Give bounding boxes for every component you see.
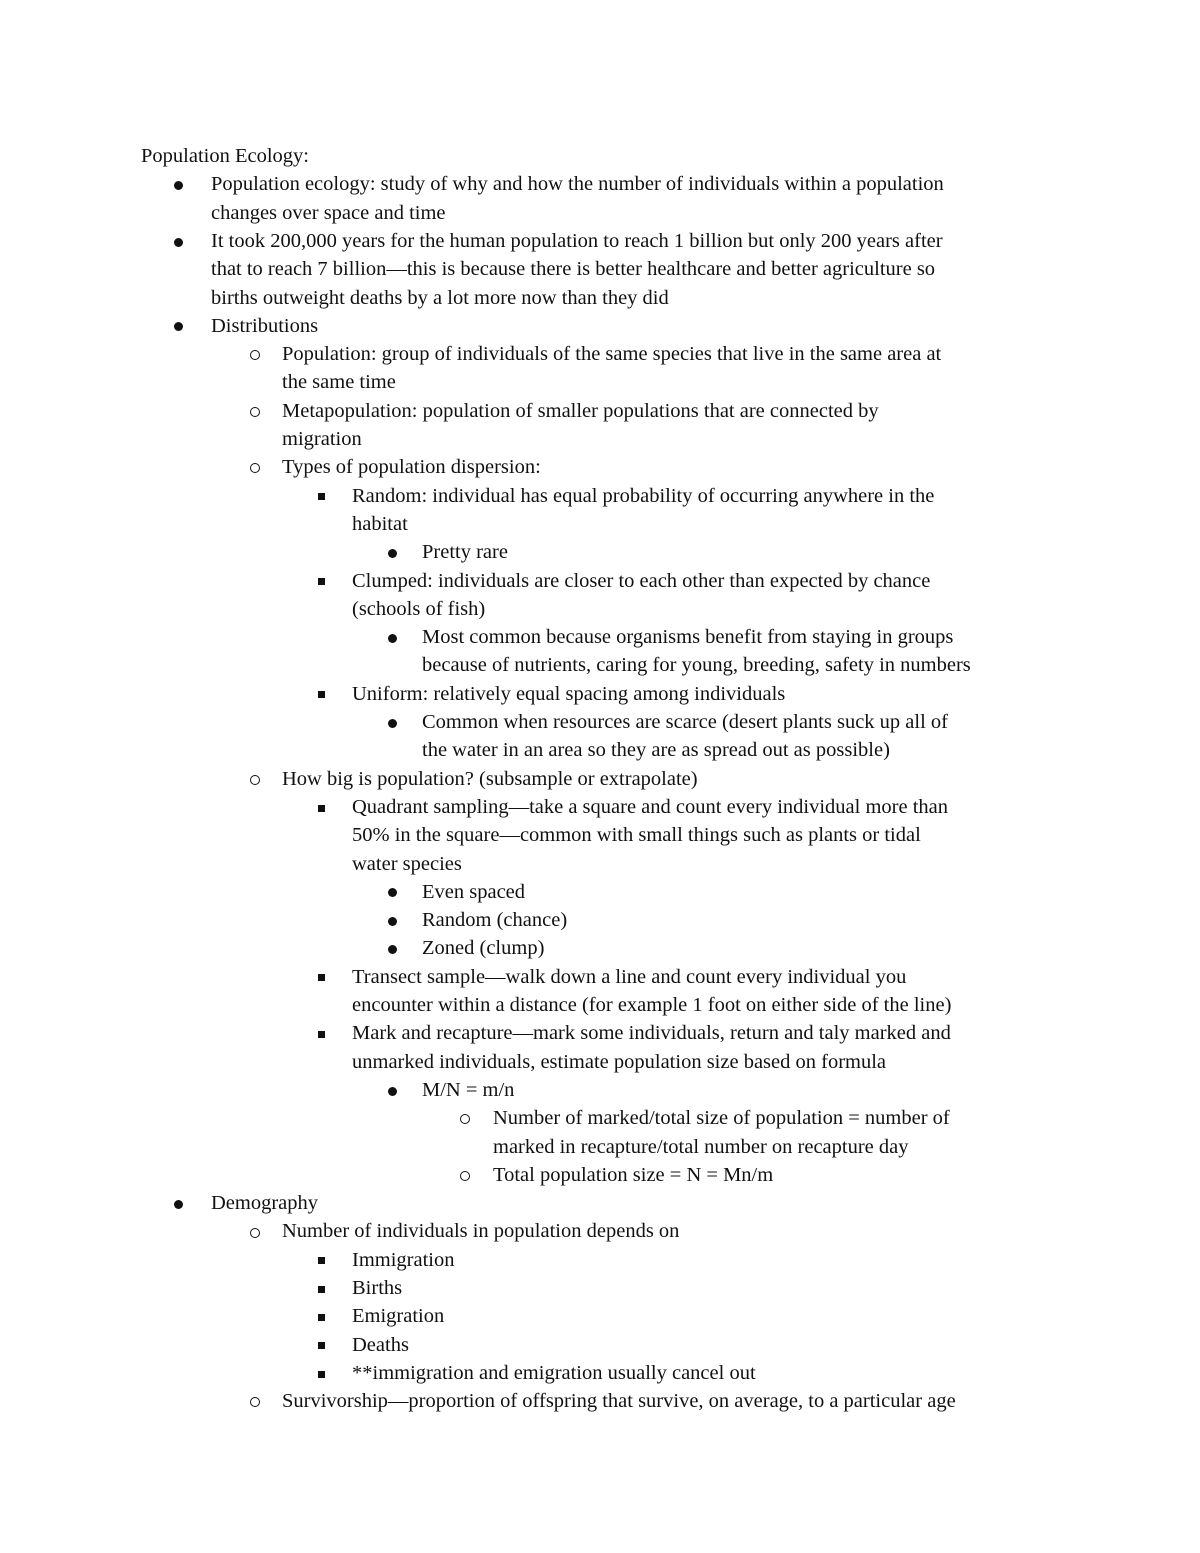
- list-item-line: Births: [352, 1277, 403, 1299]
- bullet-disc-icon: [174, 181, 183, 190]
- bullet-disc-icon: [174, 322, 183, 331]
- list-item-line: Survivorship—proportion of offspring that survive, on average, to a particular age: [282, 1390, 956, 1413]
- bullet-disc-icon: [388, 719, 397, 728]
- list-item-line: Even spaced: [422, 880, 526, 903]
- bullet-disc-icon: [388, 917, 397, 926]
- list-item-line: Clumped: individuals are closer to each other than expected by chance: [352, 569, 931, 592]
- list-item-line: Number of marked/total size of population = number of: [493, 1107, 950, 1130]
- list-item-line: unmarked individuals, estimate population size based on formula: [352, 1050, 887, 1073]
- list-item-line: **immigration and emigration usually cancel out: [352, 1361, 756, 1384]
- bullet-circle-icon: [460, 1171, 470, 1181]
- bullet-square-icon: [318, 1314, 325, 1321]
- list-item-line: Transect sample—walk down a line and count every individual you: [352, 965, 907, 988]
- bullet-circle-icon: [250, 350, 260, 360]
- list-item-line: Distributions: [211, 314, 319, 337]
- list-item-line: Mark and recapture—mark some individuals, return and taly marked and: [352, 1022, 951, 1045]
- list-item-line: marked in recapture/total number on recapture day: [493, 1135, 909, 1158]
- bullet-circle-icon: [250, 1397, 260, 1407]
- list-item-line: Immigration: [352, 1248, 455, 1271]
- list-item-line: Number of individuals in population depends on: [282, 1220, 680, 1243]
- bullet-circle-icon: [250, 775, 260, 785]
- bullet-square-icon: [318, 974, 325, 981]
- list-item-line: Uniform: relatively equal spacing among individuals: [352, 682, 786, 705]
- bullet-disc-icon: [388, 888, 397, 897]
- list-item-line: that to reach 7 billion—this is because there is better healthcare and better agriculture so: [211, 258, 936, 281]
- bullet-disc-icon: [388, 549, 397, 558]
- list-item-line: 50% in the square—common with small things such as plants or tidal: [352, 824, 921, 847]
- list-item-line: (schools of fish): [352, 597, 486, 620]
- bullet-disc-icon: [388, 1087, 397, 1096]
- list-item-line: Demography: [211, 1192, 319, 1215]
- list-item-line: Common when resources are scarce (desert plants suck up all of: [422, 711, 948, 733]
- list-item-line: the water in an area so they are as spread out as possible): [422, 739, 890, 762]
- list-item-line: Random (chance): [422, 909, 568, 932]
- list-item-line: migration: [282, 428, 362, 450]
- list-item-line: Types of population dispersion:: [282, 456, 541, 479]
- list-item-line: the same time: [282, 371, 396, 394]
- list-item-line: Zoned (clump): [422, 937, 545, 960]
- bullet-circle-icon: [250, 463, 260, 473]
- list-item-line: Deaths: [352, 1333, 409, 1356]
- bullet-square-icon: [318, 578, 325, 585]
- list-item-line: water species: [352, 852, 462, 875]
- bullet-square-icon: [318, 1257, 325, 1264]
- list-item-line: Total population size = N = Mn/m: [493, 1163, 774, 1186]
- list-item-line: It took 200,000 years for the human population to reach 1 billion but only 200 years after: [211, 229, 943, 252]
- list-item-line: because of nutrients, caring for young, breeding, safety in numbers: [422, 654, 971, 677]
- bullet-square-icon: [318, 1342, 325, 1349]
- bullet-square-icon: [318, 493, 325, 500]
- list-item-line: M/N = m/n: [422, 1078, 515, 1101]
- list-item-line: habitat: [352, 512, 408, 535]
- bullet-circle-icon: [250, 407, 260, 417]
- document-title: Population Ecology:: [141, 145, 309, 167]
- bullet-disc-icon: [388, 634, 397, 643]
- list-item-line: Quadrant sampling—take a square and count every individual more than: [352, 795, 949, 818]
- list-item-line: Population ecology: study of why and how the number of individuals within a population: [211, 173, 944, 196]
- list-item-line: Metapopulation: population of smaller populations that are connected by: [282, 399, 879, 422]
- list-item-line: births outweight deaths by a lot more now than they did: [211, 286, 669, 309]
- bullet-square-icon: [318, 1286, 325, 1293]
- bullet-circle-icon: [250, 1228, 260, 1238]
- list-item-line: Most common because organisms benefit from staying in groups: [422, 626, 954, 649]
- bullet-disc-icon: [174, 1200, 183, 1209]
- bullet-square-icon: [318, 691, 325, 698]
- bullet-square-icon: [318, 805, 325, 812]
- bullet-circle-icon: [460, 1114, 470, 1124]
- list-item-line: How big is population? (subsample or extrapolate): [282, 767, 698, 790]
- bullet-disc-icon: [388, 945, 397, 954]
- bullet-square-icon: [318, 1371, 325, 1378]
- list-item-line: Emigration: [352, 1305, 445, 1328]
- bullet-square-icon: [318, 1031, 325, 1038]
- list-item-line: encounter within a distance (for example 1 foot on either side of the line): [352, 994, 952, 1016]
- list-item-line: changes over space and time: [211, 201, 446, 224]
- list-item-line: Population: group of individuals of the same species that live in the same area at: [282, 343, 942, 366]
- list-item-line: Pretty rare: [422, 541, 508, 564]
- bullet-disc-icon: [174, 238, 183, 247]
- list-item-line: Random: individual has equal probability of occurring anywhere in the: [352, 484, 935, 507]
